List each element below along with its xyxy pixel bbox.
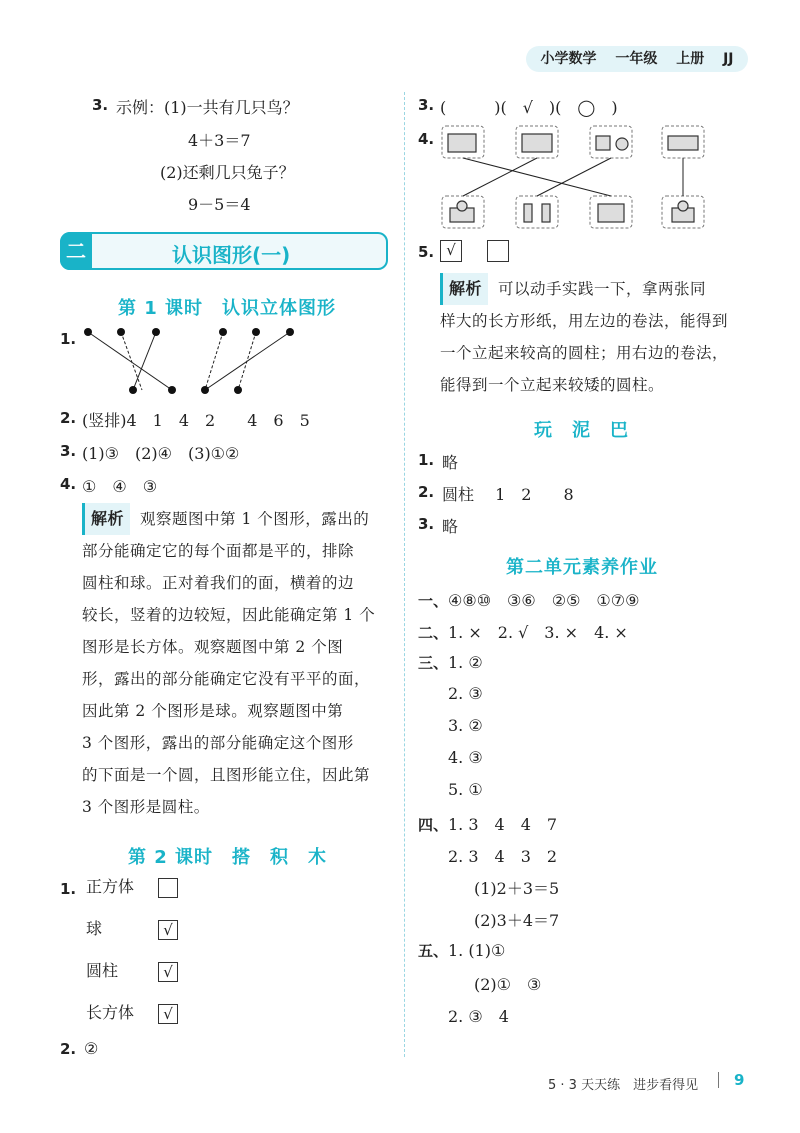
- r-q3-num: 3.: [418, 96, 435, 114]
- bottom-dot: [168, 386, 176, 394]
- hw-text: 1. (1)①: [448, 941, 506, 960]
- hw-row: [418, 1004, 639, 1036]
- unit-homework-title: 第二单元素养作业: [506, 557, 658, 578]
- l1-q2-text: (竖排)4 1 4 2 4 6 5: [82, 411, 310, 430]
- jiexi-line: 样大的长方形纸，用左边的卷法，能得到: [440, 312, 729, 330]
- hw-text: 3. ②: [448, 716, 483, 735]
- match-line: [463, 158, 537, 196]
- hw-text: ④⑧⑩ ③⑥ ②⑤ ①⑦⑨: [448, 591, 640, 610]
- top-dot: [84, 328, 92, 336]
- sphere-icon: [616, 138, 628, 150]
- l-q3-num: 3.: [92, 96, 109, 114]
- bottom-box: [516, 196, 558, 228]
- hw-label: 二、: [418, 624, 449, 642]
- jiexi-label: 解析: [82, 503, 130, 535]
- jiexi-line: 3 个图形是圆柱。: [82, 798, 210, 816]
- dome-icon: [678, 201, 688, 211]
- header-term: 上册: [676, 51, 705, 67]
- page-number: 9: [734, 1071, 745, 1089]
- hw-text: (2)① ③: [474, 975, 542, 994]
- match-line-4: [205, 332, 223, 390]
- hw-text: 4. ③: [448, 748, 483, 767]
- check-box[interactable]: √: [158, 1004, 178, 1024]
- house-icon: [598, 204, 624, 222]
- shape-name: 球: [86, 919, 103, 938]
- l-q3-line4: 9－5＝4: [188, 195, 251, 214]
- lesson1-title: 第 1 课时 认识立体图形: [118, 298, 337, 319]
- shape-row: [86, 1000, 178, 1042]
- jiexi-line: 较长，竖着的边较短，因此能确定第 1 个: [82, 606, 376, 624]
- jiexi-line: 部分能确定它的每个面都是平的，排除: [82, 542, 355, 560]
- hw-label: 三、: [418, 654, 449, 672]
- jiexi-line: 观察题图中第 1 个图形，露出的: [140, 510, 370, 528]
- blocks-icon: [668, 136, 698, 150]
- match-line: [463, 158, 611, 196]
- l1-q2-num: 2.: [60, 409, 77, 427]
- l-q3-line2: 4＋3＝7: [188, 131, 251, 150]
- p1-text: 略: [442, 453, 459, 472]
- matching-diagram: [78, 324, 304, 396]
- footer-brand: 5 · 3 天天练 进步看得见: [548, 1078, 699, 1093]
- cube-icon: [596, 136, 610, 150]
- check-box[interactable]: [158, 878, 178, 898]
- jiexi-line: 的下面是一个圆，且图形能立住，因此第: [82, 766, 371, 784]
- header-tag: [526, 46, 748, 72]
- l1-q3-text: (1)③ (2)④ (3)①②: [82, 444, 240, 463]
- l1-q3-num: 3.: [60, 442, 77, 460]
- blocks-icon: [522, 134, 552, 152]
- check-box[interactable]: √: [158, 920, 178, 940]
- homework-list: [418, 588, 639, 1036]
- jiexi-line: 3 个图形，露出的部分能确定这个图形: [82, 734, 354, 752]
- p3-text: 略: [442, 517, 459, 536]
- l-jiexi-block: [82, 503, 394, 823]
- r-q5-boxes: [440, 240, 509, 262]
- check-box[interactable]: √: [158, 962, 178, 982]
- p3-num: 3.: [418, 515, 435, 533]
- p2-num: 2.: [418, 483, 435, 501]
- answer-box[interactable]: √: [440, 240, 462, 262]
- hw-text: 1. ②: [448, 653, 483, 672]
- shape-name: 长方体: [86, 1003, 135, 1022]
- l-q3-line1: 示例：(1)一共有几只鸟？: [116, 98, 299, 117]
- hw-row: [418, 748, 639, 780]
- hw-row: [418, 716, 639, 748]
- bottom-dot: [129, 386, 137, 394]
- match-line-6: [205, 332, 290, 390]
- hw-text: (2)3＋4＝7: [474, 911, 560, 930]
- p1-num: 1.: [418, 451, 435, 469]
- shape-row: [86, 874, 178, 916]
- hw-row: [418, 684, 639, 716]
- footer-separator: [718, 1072, 719, 1088]
- unit-banner: [60, 232, 388, 270]
- shape-row: [86, 916, 178, 958]
- top-dot: [286, 328, 294, 336]
- l1-q4-num: 4.: [60, 475, 77, 493]
- bottom-dot: [234, 386, 242, 394]
- hw-row: [418, 812, 639, 844]
- hw-text: 1. × 2. √ 3. × 4. ×: [448, 623, 628, 642]
- unit-title: 认识图形(一): [172, 243, 291, 267]
- lesson2-title: 第 2 课时 搭 积 木: [128, 847, 328, 868]
- l1-q1-num: 1.: [60, 330, 77, 348]
- hw-row: [418, 908, 639, 940]
- l-q3-line3: (2)还剩几只兔子？: [160, 163, 295, 182]
- top-dot: [252, 328, 260, 336]
- hw-text: 2. ③: [448, 684, 483, 703]
- hw-row: [418, 588, 639, 620]
- shape-name: 圆柱: [86, 961, 119, 980]
- r-q3-text: ( )( √ )( ◯ ): [440, 98, 618, 117]
- top-dot: [219, 328, 227, 336]
- hw-text: (1)2＋3＝5: [474, 879, 560, 898]
- jiexi-line: 形，露出的部分能确定它没有平平的面，: [82, 670, 371, 688]
- hw-label: 四、: [418, 816, 449, 834]
- p2-text: 圆柱 1 2 8: [442, 485, 574, 504]
- shape-list: [86, 874, 178, 1042]
- unit-badge: 二: [60, 232, 92, 270]
- hw-row: [418, 940, 639, 972]
- hw-text: 1. 3 4 4 7: [448, 815, 558, 834]
- answer-box[interactable]: [487, 240, 509, 262]
- dome-icon: [457, 201, 467, 211]
- r-q4-num: 4.: [418, 130, 435, 148]
- header-grade: 一年级: [615, 51, 658, 67]
- l2-q2-text: ②: [84, 1039, 99, 1058]
- hw-row: [418, 972, 639, 1004]
- match-line-2: [121, 332, 142, 390]
- hw-label: 五、: [418, 942, 449, 960]
- jiexi-line: 圆柱和球。正对着我们的面，横着的边: [82, 574, 355, 592]
- top-dot: [117, 328, 125, 336]
- pillar-icon: [524, 204, 532, 222]
- top-dot: [152, 328, 160, 336]
- l2-q1-num: 1.: [60, 880, 77, 898]
- match-line: [537, 158, 611, 196]
- jiexi-line: 能得到一个立起来较矮的圆柱。: [440, 376, 665, 394]
- hw-text: 2. ③ 4: [448, 1007, 509, 1026]
- blocks-icon: [448, 134, 476, 152]
- hw-row: [418, 652, 639, 684]
- hw-text: 2. 3 4 3 2: [448, 847, 558, 866]
- l1-q4-text: ① ④ ③: [82, 477, 158, 496]
- hw-row: [418, 876, 639, 908]
- jiexi-line: 图形是长方体。观察题图中第 2 个图: [82, 638, 344, 656]
- hw-row: [418, 780, 639, 812]
- hw-row: [418, 844, 639, 876]
- play-clay-title: 玩 泥 巴: [534, 420, 629, 441]
- header-edition: JJ: [723, 51, 734, 67]
- jiexi-line: 可以动手实践一下，拿两张同: [498, 280, 707, 298]
- bottom-dot: [201, 386, 209, 394]
- pillar-icon: [542, 204, 550, 222]
- column-divider: [404, 92, 405, 1057]
- jiexi-line: 因此第 2 个图形是球。观察题图中第: [82, 702, 344, 720]
- match-line-3: [133, 332, 156, 390]
- hw-label: 一、: [418, 592, 449, 610]
- hw-row: [418, 620, 639, 652]
- match-line-1: [88, 332, 172, 390]
- jiexi-label: 解析: [440, 273, 488, 305]
- r-q5-num: 5.: [418, 243, 435, 261]
- shape-row: [86, 958, 178, 1000]
- hw-text: 5. ①: [448, 780, 483, 799]
- jiexi-line: 一个立起来较高的圆柱；用右边的卷法，: [440, 344, 729, 362]
- l2-q2-num: 2.: [60, 1040, 77, 1058]
- shape-match-diagram: [440, 124, 712, 230]
- r-jiexi-block: [440, 273, 760, 401]
- header-subject: 小学数学: [540, 51, 597, 67]
- shape-name: 正方体: [86, 877, 135, 896]
